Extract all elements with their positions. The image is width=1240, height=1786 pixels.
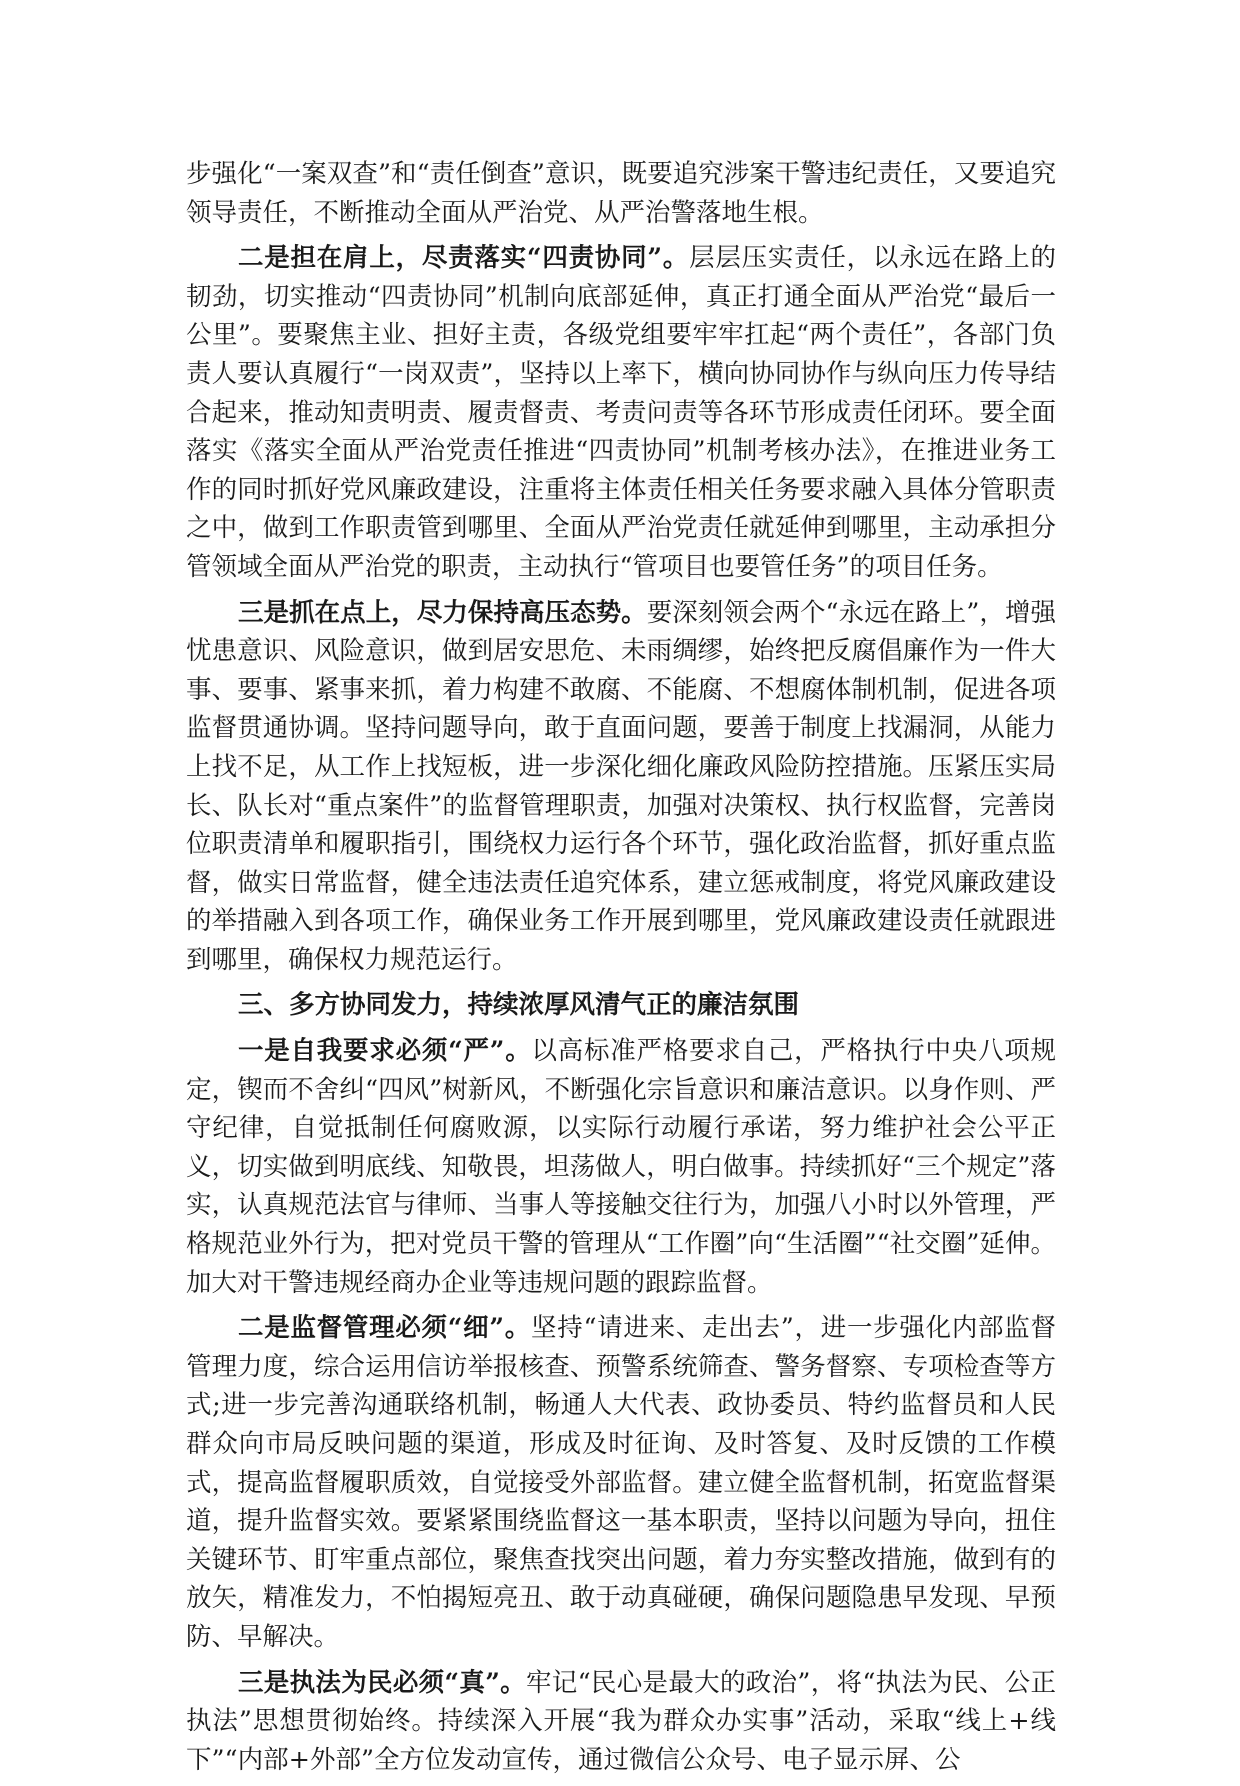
paragraph-text: 步强化“一案双查”和“责任倒查”意识，既要追究涉案干警违纪责任，又要追究领导责任，不断推动全面从严治党、从严治警落地生根。 — [186, 159, 1056, 228]
paragraph-lead: 三是执法为民必须“真”。 — [238, 1667, 526, 1698]
paragraph-self-discipline — [186, 1032, 1056, 1302]
paragraph-text: 层层压实责任，以永远在路上的韧劲，切实推动“四责协同”机制向底部延伸，真正打通全面从严治党“最后一公里”。要聚焦主业、担好主责，各级党组要牢牢扛起“两个责任”，各部门负责人要认真履行“一岗双责”，坚持以上率下，横向协同协作与纵向压力传导结合起来，推动知责明责、履责督责、考责问责等各环节形成责任闭环。要全面落实《落实全面从严治党责任推进“四责协同”机制考核办法》，在推进业务工作的同时抓好党风廉政建设，注重将主体责任相关任务要求融入具体分管职责之中，做到工作职责管到哪里、全面从严治党责任就延伸到哪里，主动承担分管领域全面从严治党的职责，主动执行“管项目也要管任务”的项目任务。 — [186, 243, 1056, 582]
paragraph-duty-shoulder — [186, 239, 1056, 586]
paragraph-lead: 一是自我要求必须“严”。 — [238, 1036, 532, 1067]
paragraph-text: 牢记“民心是最大的政治”，将“执法为民、公正执法”思想贯彻始终。持续深入开展“我为群众办实事”活动，采取“线上+线下”“内部+外部”全方位发动宣传，通过微信公众号、电子显示屏、公 — [186, 1667, 1056, 1775]
paragraph-lead: 三是抓在点上，尽力保持高压态势。 — [238, 597, 647, 628]
document-body — [186, 155, 1056, 1786]
paragraph-lead: 二是监督管理必须“细”。 — [238, 1313, 531, 1344]
paragraph-high-pressure — [186, 594, 1056, 980]
paragraph-law-for-people — [186, 1664, 1056, 1780]
paragraph-text: 坚持“请进来、走出去”，进一步强化内部监督管理力度，综合运用信访举报核查、预警系统筛查、警务督察、专项检查等方式;进一步完善沟通联络机制，畅通人大代表、政协委员、特约监督员和人民群众向市局反映问题的渠道，形成及时征询、及时答复、及时反馈的工作模式，提高监督履职质效，自觉接受外部监督。建立健全监督机制，拓宽监督渠道，提升监督实效。要紧紧围绕监督这一基本职责，坚持以问题为导向，扭住关键环节、盯牢重点部位，聚焦查找突出问题，着力夯实整改措施，做到有的放矢，精准发力，不怕揭短亮丑、敢于动真碰硬，确保问题隐患早发现、早预防、早解决。 — [186, 1313, 1056, 1652]
paragraph-text: 要深刻领会两个“永远在路上”，增强忧患意识、风险意识，做到居安思危、未雨绸缪，始终把反腐倡廉作为一件大事、要事、紧事来抓，着力构建不敢腐、不能腐、不想腐体制机制，促进各项监督贯通协调。坚持问题导向，敢于直面问题，要善于制度上找漏洞，从能力上找不足，从工作上找短板，进一步深化细化廉政风险防控措施。压紧压实局长、队长对“重点案件”的监督管理职责，加强对决策权、执行权监督，完善岗位职责清单和履职指引，围绕权力运行各个环节，强化政治监督，抓好重点监督，做实日常监督，健全违法责任追究体系，建立惩戒制度，将党风廉政建设的举措融入到各项工作，确保业务工作开展到哪里，党风廉政建设责任就跟进到哪里，确保权力规范运行。 — [186, 597, 1056, 975]
paragraph-supervision — [186, 1309, 1056, 1656]
paragraph-continuation — [186, 155, 1056, 232]
paragraph-text: 以高标准严格要求自己，严格执行中央八项规定，锲而不舍纠“四风”树新风，不断强化宗旨意识和廉洁意识。以身作则、严守纪律，自觉抵制任何腐败源，以实际行动履行承诺，努力维护社会公平正义，切实做到明底线、知敬畏，坦荡做人，明白做事。持续抓好“三个规定”落实，认真规范法官与律师、当事人等接触交往行为，加强八小时以外管理，严格规范业外行为，把对党员干警的管理从“工作圈”向“生活圈”“社交圈”延伸。加大对干警违规经商办企业等违规问题的跟踪监督。 — [186, 1036, 1056, 1298]
paragraph-lead: 二是担在肩上，尽责落实“四责协同”。 — [238, 243, 690, 274]
section-heading: 三、多方协同发力，持续浓厚风清气正的廉洁氛围 — [238, 990, 800, 1021]
